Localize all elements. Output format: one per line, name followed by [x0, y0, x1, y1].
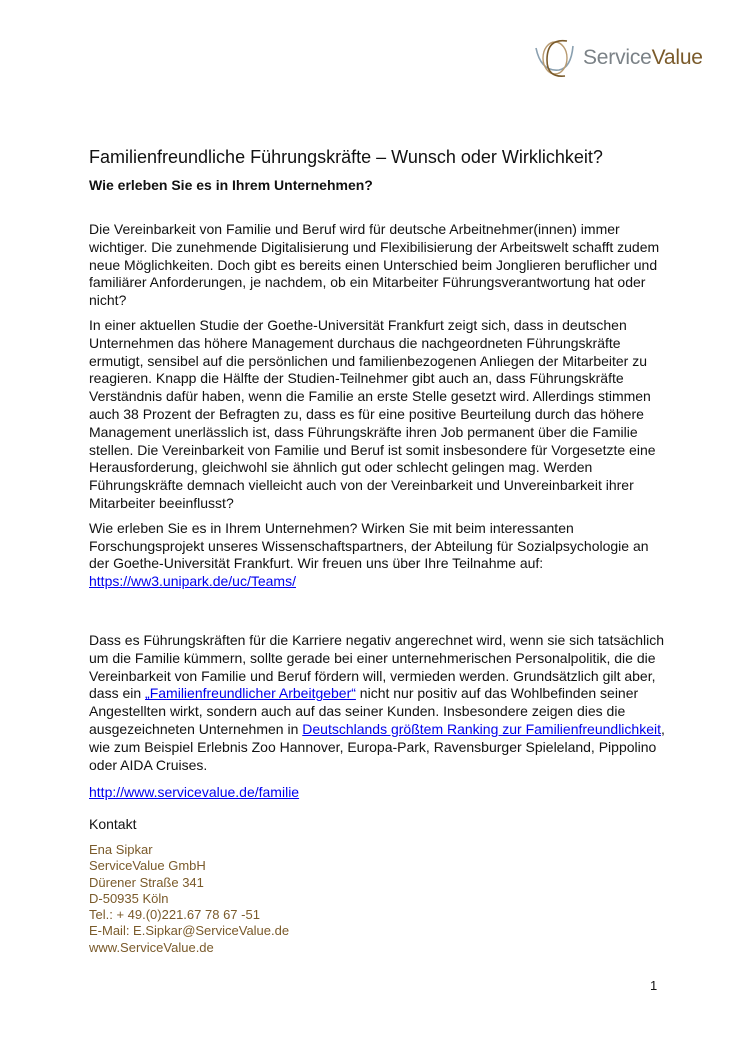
- text-line: familiärer Anforderungen, je nachdem, ob ein Mitarbeiter Führungsverantwortung hat oder: [89, 274, 646, 291]
- text-line: Forschungsprojekt unseres Wissenschaftspartners, der Abteilung für Sozialpsychologie an: [89, 537, 649, 554]
- text-segment: dass ein: [89, 685, 146, 702]
- text-line: reagieren. Knapp die Hälfte der Studien-Teilnehmer gibt auch an, dass Führungskräfte: [89, 370, 624, 387]
- text-line: der Goethe-Universität Frankfurt. Wir freuen uns über Ihre Teilnahme auf:: [89, 555, 544, 572]
- text-line: oder AIDA Cruises.: [89, 756, 208, 773]
- contact-email: E-Mail: E.Sipkar@ServiceValue.de: [89, 923, 290, 939]
- logo-text-service: Service: [583, 46, 652, 69]
- page-subtitle: Wie erleben Sie es in Ihrem Unternehmen?: [89, 177, 373, 193]
- text-line: ermutigt, sensibel auf die persönlichen und familienbezogenen Anliegen der Mitarbeiter zu: [89, 352, 648, 369]
- text-line: wie zum Beispiel Erlebnis Zoo Hannover, Europa-Park, Ravensburger Spieleland, Pippolino: [89, 738, 657, 755]
- text-segment: nicht nur positiv auf das Wohlbefinden seiner: [355, 685, 639, 702]
- contact-company: ServiceValue GmbH: [89, 858, 206, 874]
- familienfreundlicher-arbeitgeber-link[interactable]: „Familienfreundlicher Arbeitgeber“: [145, 685, 356, 702]
- contact-phone: Tel.: + 49.(0)221.67 78 67 -51: [89, 907, 260, 923]
- text-line: wichtiger. Die zunehmende Digitalisierung und Flexibilisierung der Arbeitswelt schafft zudem: [89, 238, 660, 255]
- text-line: Wie erleben Sie es in Ihrem Unternehmen? Wirken Sie mit beim interessanten: [89, 519, 574, 536]
- text-line: Angestellten wirkt, sondern auch auf das seiner Kunden. Insbesondere zeigen dies die: [89, 703, 626, 720]
- text-line: Herausforderung, gleichwohl sie ähnlich gut oder schlecht gelingen mag. Werden: [89, 459, 593, 476]
- page-title: Familienfreundliche Führungskräfte – Wunsch oder Wirklichkeit?: [89, 147, 603, 167]
- paragraph-participation: [89, 520, 689, 591]
- text-line: Vereinbarkeit von Familie und Beruf fördern will, vermieden werden. Grundsätzlich gilt aber,: [89, 667, 656, 684]
- logo-rings-icon: [533, 36, 577, 80]
- text-segment: ,: [660, 720, 665, 737]
- text-segment: ausgezeichneten Unternehmen in: [89, 720, 303, 737]
- survey-link[interactable]: https://ww3.unipark.de/uc/Teams/: [89, 573, 296, 590]
- contact-block: [89, 842, 289, 956]
- contact-heading: Kontakt: [89, 816, 137, 832]
- document-body: [89, 221, 689, 809]
- text-line: In einer aktuellen Studie der Goethe-Universität Frankfurt zeigt sich, dass in deutschen: [89, 316, 627, 333]
- text-line: nicht?: [89, 292, 127, 309]
- text-line: Mitarbeiter beeinflusst?: [89, 494, 234, 511]
- page-number: 1: [650, 978, 658, 993]
- contact-name: Ena Sipkar: [89, 842, 153, 857]
- text-line: neue Möglichkeiten. Doch gibt es bereits einen Unterschied beim Jonglieren beruflicher und: [89, 256, 658, 273]
- contact-website: www.ServiceValue.de: [89, 939, 214, 955]
- paragraph-study: [89, 317, 689, 513]
- text-line: auch 38 Prozent der Befragten zu, dass es für eine positive Beurteilung durch das höhere: [89, 405, 644, 422]
- paragraph-intro: [89, 221, 689, 310]
- contact-street: Dürener Straße 341: [89, 874, 204, 890]
- servicevalue-logo: [533, 36, 703, 80]
- text-line: Die Vereinbarkeit von Familie und Beruf wird für deutsche Arbeitnehmer(innen) immer: [89, 221, 620, 237]
- logo-text: [583, 46, 703, 70]
- text-line: Verständnis dafür haben, wenn die Familie an erste Stelle gesetzt wird. Allerdings stimmen: [89, 388, 651, 405]
- text-line: um die Familie kümmern, sollte gerade bei einer unternehmerischen Personalpolitik, die die: [89, 649, 656, 666]
- text-line: stellen. Die Vereinbarkeit von Familie und Beruf ist somit insbesondere für Vorgesetzte eine: [89, 441, 656, 458]
- text-line: Unternehmen das höhere Management durchaus die nachgeordneten Führungskräfte: [89, 334, 621, 351]
- paragraph-conclusion: [89, 632, 689, 774]
- ranking-link[interactable]: Deutschlands größtem Ranking zur Familienfreundlichkeit: [302, 720, 661, 737]
- text-line: Management unerlässlich ist, dass Führungskräfte ihren Job permanent über die Familie: [89, 423, 638, 440]
- text-line: Dass es Führungskräften für die Karriere negativ angerechnet wird, wenn sie sich tatsächlich: [89, 631, 665, 648]
- logo-text-value: Value: [651, 46, 703, 69]
- text-line: Führungskräfte demnach vielleicht auch von der Vereinbarkeit und Unvereinbarkeit ihrer: [89, 477, 634, 494]
- servicevalue-familie-link[interactable]: http://www.servicevalue.de/familie: [89, 784, 300, 801]
- contact-city: D-50935 Köln: [89, 890, 169, 906]
